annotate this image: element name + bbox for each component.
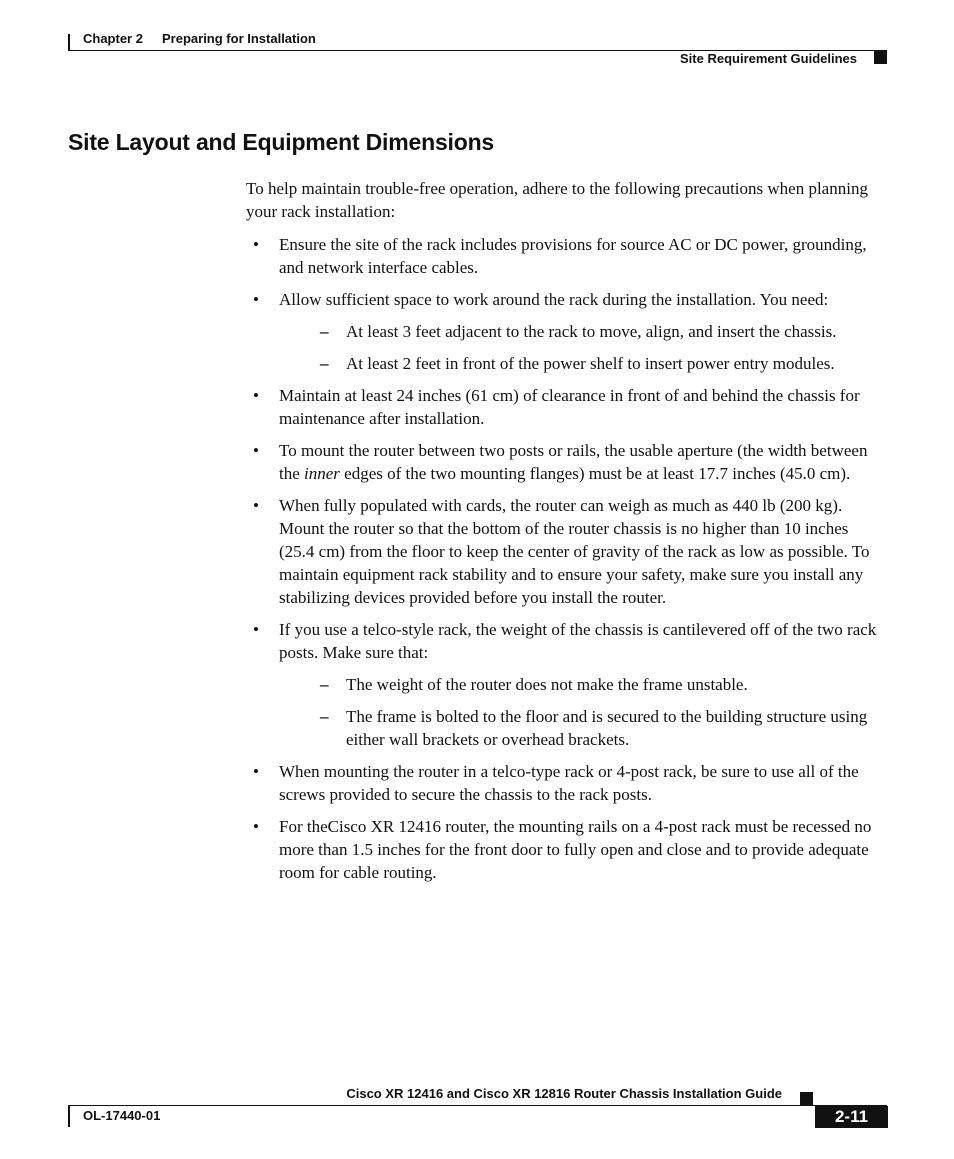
list-item-text-after: edges of the two mounting flanges) must be at least 17.7 inches (45.0 cm). bbox=[339, 464, 851, 483]
list-item bbox=[246, 384, 888, 430]
footer-rule bbox=[68, 1105, 887, 1106]
list-item-text: For theCisco XR 12416 router, the mounting rails on a 4-post rack must be recessed no more than 1.5 inches for the front door to fully open and close and to provide adequate room for cable routing. bbox=[279, 817, 872, 882]
sub-list-item-text: The frame is bolted to the floor and is secured to the building structure using either wall brackets or overhead brackets. bbox=[346, 707, 868, 749]
list-item-text: Maintain at least 24 inches (61 cm) of clearance in front of and behind the chassis for maintenance after installation. bbox=[279, 386, 860, 428]
footer-tick-mark bbox=[68, 1105, 70, 1127]
list-item-text: If you use a telco-style rack, the weight of the chassis is cantilevered off of the two rack posts. Make sure that: bbox=[279, 620, 877, 662]
emphasis-inner: inner bbox=[304, 464, 340, 483]
header-section-title: Site Requirement Guidelines bbox=[680, 51, 857, 66]
intro-paragraph: To help maintain trouble-free operation, adhere to the following precautions when planning your rack installation: bbox=[246, 179, 868, 221]
sub-list-item-text: At least 2 feet in front of the power shelf to insert power entry modules. bbox=[346, 354, 835, 373]
list-item-text: Allow sufficient space to work around the rack during the installation. You need: bbox=[279, 290, 829, 309]
list-item bbox=[246, 815, 888, 884]
list-item-text: When mounting the router in a telco-type rack or 4-post rack, be sure to use all of the screws provided to secure the chassis to the rack posts. bbox=[279, 762, 859, 804]
header-chapter-title: Preparing for Installation bbox=[162, 31, 316, 46]
list-item-text: When fully populated with cards, the router can weigh as much as 440 lb (200 kg). Mount the router so that the bottom of the router chassis is no higher than 10 inches (25.4 cm) from the floor to keep the center of gravity of the rack as low as possible. To maintain equipment rack stability and to ensure your safety, make sure you install any stabilizing devices provided before you install the router. bbox=[279, 496, 870, 607]
list-item-text: Ensure the site of the rack includes provisions for source AC or DC power, grounding, and network interface cables. bbox=[279, 235, 867, 277]
footer-doc-number: OL-17440-01 bbox=[83, 1108, 161, 1123]
sub-list-item-text: The weight of the router does not make the frame unstable. bbox=[346, 675, 748, 694]
footer-page-number: 2-11 bbox=[815, 1106, 888, 1128]
header-chapter: Chapter 2 bbox=[83, 31, 143, 46]
list-item bbox=[246, 288, 888, 375]
list-item bbox=[246, 618, 888, 751]
sub-list-item bbox=[279, 673, 888, 696]
sub-list bbox=[279, 673, 888, 751]
header-marker-box bbox=[874, 51, 887, 64]
footer-guide-title: Cisco XR 12416 and Cisco XR 12816 Router Chassis Installation Guide bbox=[346, 1086, 782, 1101]
header-tick-mark bbox=[68, 34, 70, 51]
sub-list-item-text: At least 3 feet adjacent to the rack to move, align, and insert the chassis. bbox=[346, 322, 837, 341]
list-item bbox=[246, 439, 888, 485]
section-title: Site Layout and Equipment Dimensions bbox=[68, 129, 495, 155]
footer-marker-box bbox=[800, 1092, 813, 1105]
sub-list-item bbox=[279, 705, 888, 751]
sub-list-item bbox=[279, 320, 888, 343]
sub-list-item bbox=[279, 352, 888, 375]
body-content bbox=[246, 177, 888, 893]
sub-list bbox=[279, 320, 888, 375]
list-item bbox=[246, 494, 888, 609]
list-item bbox=[246, 233, 888, 279]
list-item bbox=[246, 760, 888, 806]
list-item-text-before: To mount the router between two posts or rails, the usable aperture (the width between the bbox=[279, 441, 868, 483]
precautions-list bbox=[246, 233, 888, 884]
